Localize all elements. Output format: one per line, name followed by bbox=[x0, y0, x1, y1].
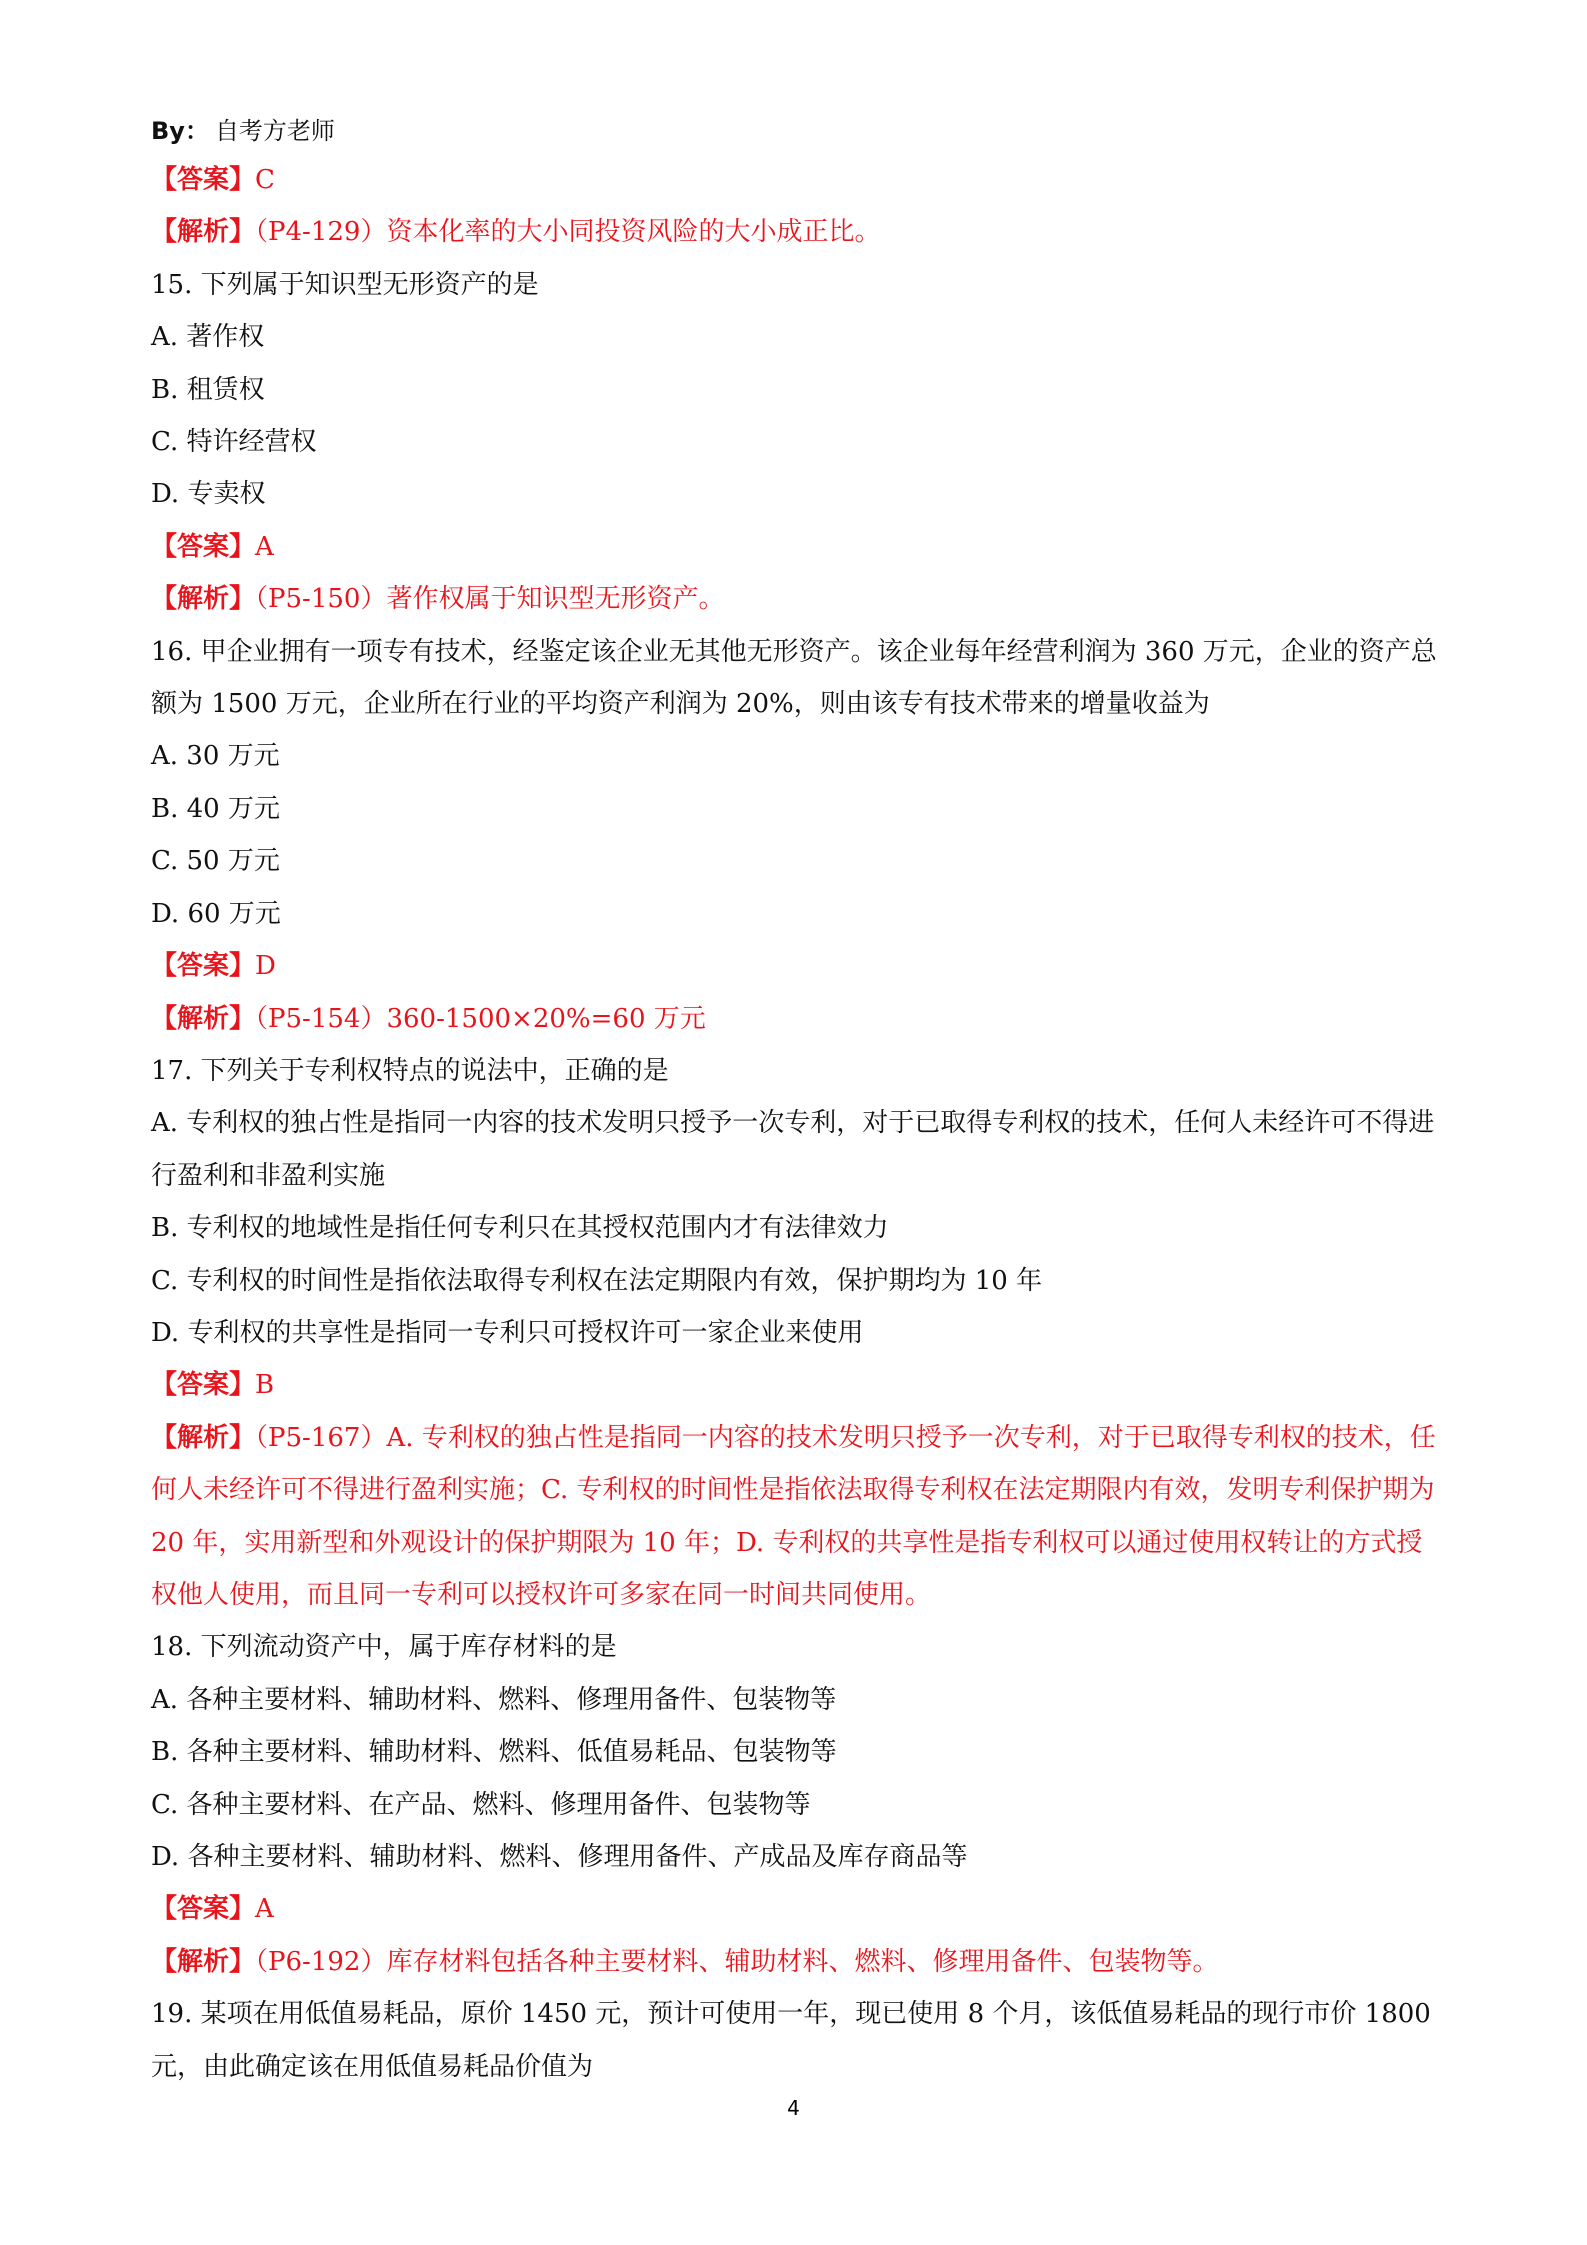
question-option: B. 40 万元 bbox=[151, 793, 280, 824]
explanation-tag: 【解析】 bbox=[151, 1003, 256, 1034]
answer-text: A bbox=[255, 531, 274, 562]
question-option: B. 各种主要材料、辅助材料、燃料、低值易耗品、包装物等 bbox=[151, 1737, 837, 1768]
question-option: C. 各种主要材料、在产品、燃料、修理用备件、包装物等 bbox=[151, 1789, 811, 1820]
question-stem: 18. 下列流动资产中，属于库存材料的是 bbox=[151, 1632, 617, 1663]
question-option: C. 特许经营权 bbox=[151, 427, 317, 458]
explanation-line bbox=[151, 206, 1439, 258]
answer-tag: 【答案】 bbox=[151, 951, 256, 982]
explanation-tag: 【解析】 bbox=[151, 1422, 256, 1453]
question-stem: 15. 下列属于知识型无形资产的是 bbox=[151, 269, 539, 300]
explanation-text: （P5-167）A. 专利权的独占性是指同一内容的技术发明只授予一次专利，对于已取得专利权的技术，任何人未经许可不得进行盈利实施；C. 专利权的时间性是指依法取得专利权在法定期限内有效，发明专利保护期为 20 年，实用新型和外观设计的保护期限为 10 年；D. 专利权的共享性是指专利权可以通过使用权转让的方式授权他人使用，而且同一专利可以授权许可多家在同一时间共同使用。 bbox=[151, 1422, 1436, 1610]
author-name: 自考方老师 bbox=[214, 117, 335, 145]
answer-tag: 【答案】 bbox=[151, 1370, 256, 1401]
question-option: D. 专利权的共享性是指同一专利只可授权许可一家企业来使用 bbox=[151, 1317, 864, 1348]
page-number: 4 bbox=[787, 2096, 800, 2120]
question-option: C. 50 万元 bbox=[151, 846, 280, 877]
question-stem: 19. 某项在用低值易耗品，原价 1450 元，预计可使用一年，现已使用 8 个月，该低值易耗品的现行市价 1800 元，由此确定该在用低值易耗品价值为 bbox=[151, 1999, 1431, 2082]
question-option: A. 各种主要材料、辅助材料、燃料、修理用备件、包装物等 bbox=[151, 1684, 837, 1715]
answer-tag: 【答案】 bbox=[151, 531, 256, 562]
explanation-text: （P5-154）360-1500×20%=60 万元 bbox=[255, 1003, 706, 1034]
question-option: A. 30 万元 bbox=[151, 741, 280, 772]
explanation-text: （P4-129）资本化率的大小同投资风险的大小成正比。 bbox=[255, 217, 881, 248]
question-option: A. 著作权 bbox=[151, 322, 265, 353]
question-option: D. 专卖权 bbox=[151, 479, 266, 510]
content-body bbox=[151, 154, 1439, 2093]
answer-tag: 【答案】 bbox=[151, 1894, 256, 1925]
question-option: D. 60 万元 bbox=[151, 898, 281, 929]
explanation-text: （P5-150）著作权属于知识型无形资产。 bbox=[255, 584, 725, 615]
explanation-line bbox=[151, 1412, 1439, 1622]
question-stem: 17. 下列关于专利权特点的说法中，正确的是 bbox=[151, 1055, 669, 1086]
explanation-line bbox=[151, 573, 1439, 625]
question-stem: 16. 甲企业拥有一项专有技术，经鉴定该企业无其他无形资产。该企业每年经营利润为 360 万元，企业的资产总额为 1500 万元，企业所在行业的平均资产利润为 20%，则由该专有技术带来的增量收益为 bbox=[151, 636, 1437, 720]
explanation-tag: 【解析】 bbox=[151, 217, 256, 248]
question-option: D. 各种主要材料、辅助材料、燃料、修理用备件、产成品及库存商品等 bbox=[151, 1842, 968, 1872]
answer-line bbox=[151, 940, 1439, 992]
question-option: B. 租赁权 bbox=[151, 374, 265, 405]
answer-line bbox=[151, 1883, 1439, 1935]
explanation-tag: 【解析】 bbox=[151, 584, 256, 615]
answer-line bbox=[151, 521, 1439, 573]
explanation-line bbox=[151, 993, 1439, 1045]
explanation-line bbox=[151, 1936, 1439, 1988]
question-option: B. 专利权的地域性是指任何专利只在其授权范围内才有法律效力 bbox=[151, 1213, 889, 1244]
author-header bbox=[151, 108, 1439, 154]
question-option: C. 专利权的时间性是指依法取得专利权在法定期限内有效，保护期均为 10 年 bbox=[151, 1265, 1043, 1296]
question-option: A. 专利权的独占性是指同一内容的技术发明只授予一次专利，对于已取得专利权的技术，任何人未经许可不得进行盈利和非盈利实施 bbox=[151, 1108, 1435, 1191]
answer-text: A bbox=[255, 1894, 274, 1925]
answer-tag: 【答案】 bbox=[151, 165, 256, 195]
explanation-tag: 【解析】 bbox=[151, 1946, 256, 1977]
answer-text: B bbox=[255, 1370, 275, 1401]
answer-text: C bbox=[255, 165, 275, 195]
answer-text: D bbox=[255, 951, 276, 982]
answer-line bbox=[151, 154, 1439, 206]
by-label: By： bbox=[151, 117, 209, 145]
explanation-text: （P6-192）库存材料包括各种主要材料、辅助材料、燃料、修理用备件、包装物等。 bbox=[255, 1946, 1219, 1977]
answer-line bbox=[151, 1359, 1439, 1411]
